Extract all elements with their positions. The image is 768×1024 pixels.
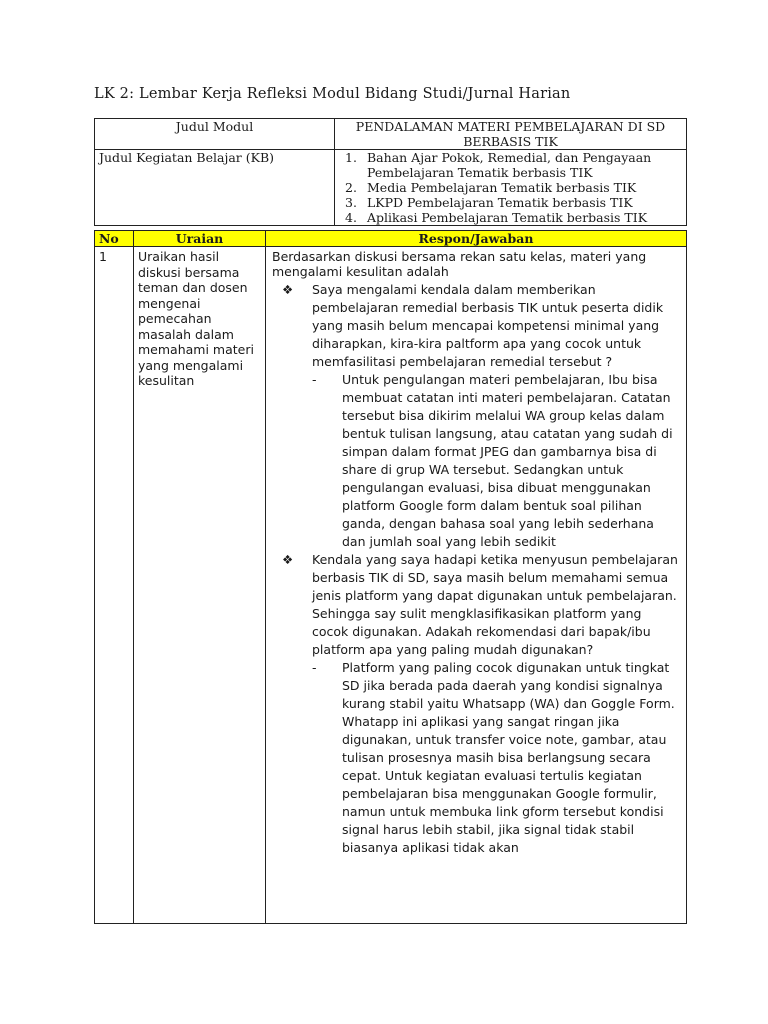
row-number: 1 [95, 247, 134, 924]
row-uraian: Uraikan hasil diskusi bersama teman dan dosen mengenai pemecahan masalah dalam memahami materi yang mengalami kesulitan [134, 247, 266, 924]
kb-item [339, 180, 682, 195]
kb-list [339, 150, 682, 225]
question-item [282, 281, 680, 371]
judul-modul-row [95, 119, 687, 150]
dash-bullet-icon: - [312, 372, 317, 387]
question-item [282, 551, 680, 659]
kb-item [339, 210, 682, 225]
module-info-table [94, 118, 687, 226]
kb-item [339, 150, 682, 180]
table-row [95, 247, 687, 924]
kb-item-text: Media Pembelajaran Tematik berbasis TIK [367, 180, 637, 195]
question-text: Kendala yang saya hadapi ketika menyusun pembelajaran berbasis TIK di SD, saya masih belum memahami semua jenis platform yang dapat digunakan untuk pembelajaran. Sehingga say sulit mengklasifikasikan platform yang cocok digunakan. Adakah rekomendasi dari bapak/ibu platform apa yang paling mudah digunakan? [312, 552, 678, 657]
answer-item [312, 659, 680, 857]
response-intro: Berdasarkan diskusi bersama rekan satu kelas, materi yang mengalami kesulitan adalah [272, 249, 647, 279]
dash-bullet-icon: - [312, 660, 317, 675]
header-row [95, 231, 687, 247]
kb-item-number: 3. [345, 195, 357, 210]
diamond-bullet-icon: ❖ [282, 552, 294, 567]
reflection-table [94, 230, 687, 924]
row-response [266, 247, 687, 924]
answer-text: Untuk pengulangan materi pembelajaran, Ibu bisa membuat catatan inti materi pembelajaran. Catatan tersebut bisa dikirim melalui WA group kelas dalam bentuk tulisan langsung, atau catatan yang sudah di simpan dalam format JPEG dan gambarnya bisa di share di grup WA tersebut. Sedangkan untuk pengulangan evaluasi, bisa dibuat menggunakan platform Google form dalam bentuk soal pilihan ganda, dengan bahasa soal yang lebih sederhana dan jumlah soal yang lebih sedikit [342, 372, 673, 549]
kb-row [95, 150, 687, 226]
kb-item [339, 195, 682, 210]
kb-item-number: 4. [345, 210, 357, 225]
judul-modul-value: PENDALAMAN MATERI PEMBELAJARAN DI SD BERBASIS TIK [335, 119, 687, 150]
answer-item [312, 371, 680, 551]
diamond-bullet-icon: ❖ [282, 282, 294, 297]
kb-item-text: LKPD Pembelajaran Tematik berbasis TIK [367, 195, 633, 210]
judul-modul-label: Judul Modul [95, 119, 335, 150]
kb-list-cell [335, 150, 687, 226]
header-no: No [95, 231, 134, 247]
question-text: Saya mengalami kendala dalam memberikan pembelajaran remedial berbasis TIK untuk peserta didik yang masih belum mencapai kompetensi minimal yang diharapkan, kira-kira paltform apa yang cocok untuk memfasilitasi pembelajaran remedial tersebut ? [312, 282, 664, 369]
kb-label: Judul Kegiatan Belajar (KB) [95, 150, 335, 226]
kb-item-number: 2. [345, 180, 357, 195]
header-respon: Respon/Jawaban [266, 231, 687, 247]
answer-text: Platform yang paling cocok digunakan untuk tingkat SD jika berada pada daerah yang kondisi signalnya kurang stabil yaitu Whatsapp (WA) dan Goggle Form. Whatapp ini aplikasi yang sangat ringan jika digunakan, untuk transfer voice note, gambar, atau tulisan prosesnya masih bisa berlangsung secara cepat. Untuk kegiatan evaluasi tertulis kegiatan pembelajaran bisa menggunakan Google formulir, namun untuk membuka link gform tersebut kondisi signal harus lebih stabil, jika signal tidak stabil biasanya aplikasi tidak akan [342, 660, 675, 855]
kb-item-number: 1. [345, 150, 357, 165]
kb-item-text: Bahan Ajar Pokok, Remedial, dan Pengayaan Pembelajaran Tematik berbasis TIK [367, 150, 652, 180]
header-uraian: Uraian [134, 231, 266, 247]
kb-item-text: Aplikasi Pembelajaran Tematik berbasis TIK [367, 210, 648, 225]
page-title: LK 2: Lembar Kerja Refleksi Modul Bidang Studi/Jurnal Harian [94, 86, 571, 102]
